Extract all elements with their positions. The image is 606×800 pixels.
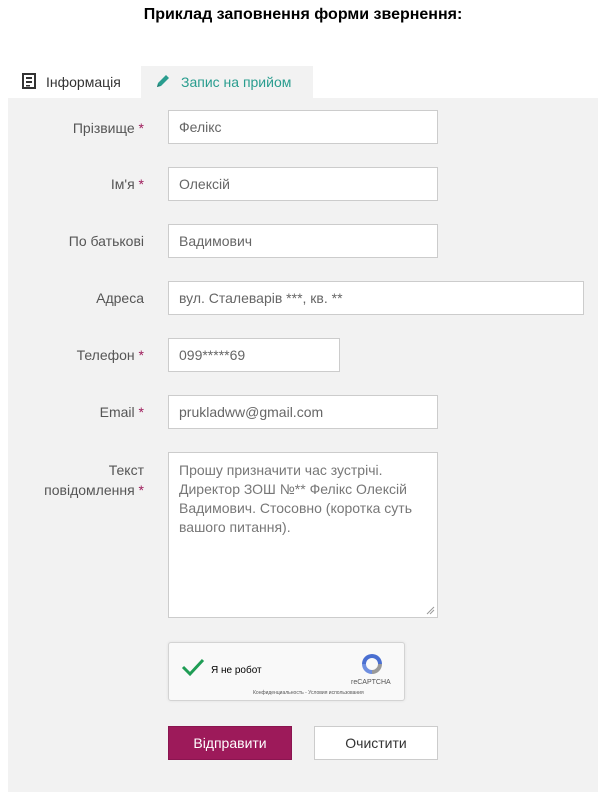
recaptcha-links[interactable]: Конфиденциальность - Условия использования bbox=[253, 690, 364, 696]
recaptcha-brand: reCAPTCHA bbox=[351, 679, 391, 686]
tab-bar bbox=[8, 66, 598, 98]
name-label-text: Ім'я bbox=[110, 176, 135, 192]
phone-label-text: Телефон bbox=[76, 347, 135, 363]
required-mark: * bbox=[138, 120, 144, 136]
message-label-line1: Текст bbox=[108, 462, 144, 478]
tab-appointment[interactable] bbox=[141, 66, 313, 98]
message-text: Прошу призначити час зустрічі. Директор ЗОШ №** Фелікс Олексій Вадимович. Стосовно (коротка суть вашого питання). bbox=[179, 462, 413, 535]
recaptcha-widget bbox=[168, 642, 405, 701]
email-label bbox=[100, 402, 144, 422]
pencil-icon bbox=[155, 73, 181, 92]
email-label-text: Email bbox=[99, 404, 135, 420]
tab-appointment-label: Запис на прийом bbox=[181, 74, 292, 90]
surname-label bbox=[73, 118, 144, 138]
not-robot-label: Я не робот bbox=[211, 665, 262, 676]
patronymic-label bbox=[69, 231, 144, 251]
page-heading: Приклад заповнення форми звернення: bbox=[143, 6, 463, 23]
resize-handle-icon[interactable] bbox=[426, 606, 435, 615]
send-button[interactable]: Відправити bbox=[168, 726, 292, 760]
patronymic-label-text: По батькові bbox=[68, 233, 144, 249]
message-label bbox=[44, 460, 144, 500]
tab-information-label: Інформація bbox=[46, 74, 121, 90]
phone-label bbox=[77, 345, 144, 365]
phone-field[interactable]: 099*****69 bbox=[168, 338, 340, 372]
email-field[interactable]: prukladww@gmail.com bbox=[168, 395, 438, 429]
surname-label-text: Прізвище bbox=[72, 120, 135, 136]
required-mark: * bbox=[138, 347, 144, 363]
message-textarea[interactable] bbox=[168, 452, 438, 618]
tab-information[interactable] bbox=[8, 66, 141, 98]
document-icon bbox=[22, 73, 46, 92]
required-mark: * bbox=[138, 482, 144, 498]
required-mark: * bbox=[138, 176, 144, 192]
required-mark: * bbox=[138, 404, 144, 420]
address-label-text: Адреса bbox=[96, 290, 144, 306]
address-label bbox=[96, 288, 144, 308]
recaptcha-logo-icon bbox=[359, 651, 385, 682]
message-label-line2-wrap bbox=[44, 480, 144, 500]
checkmark-icon[interactable] bbox=[181, 657, 205, 682]
message-label-line2: повідомлення bbox=[44, 482, 135, 498]
clear-button[interactable]: Очистити bbox=[314, 726, 438, 760]
name-field[interactable]: Олексій bbox=[168, 167, 438, 201]
surname-field[interactable]: Фелікс bbox=[168, 110, 438, 144]
address-field[interactable]: вул. Сталеварів ***, кв. ** bbox=[168, 281, 584, 315]
name-label bbox=[111, 174, 144, 194]
patronymic-field[interactable]: Вадимович bbox=[168, 224, 438, 258]
